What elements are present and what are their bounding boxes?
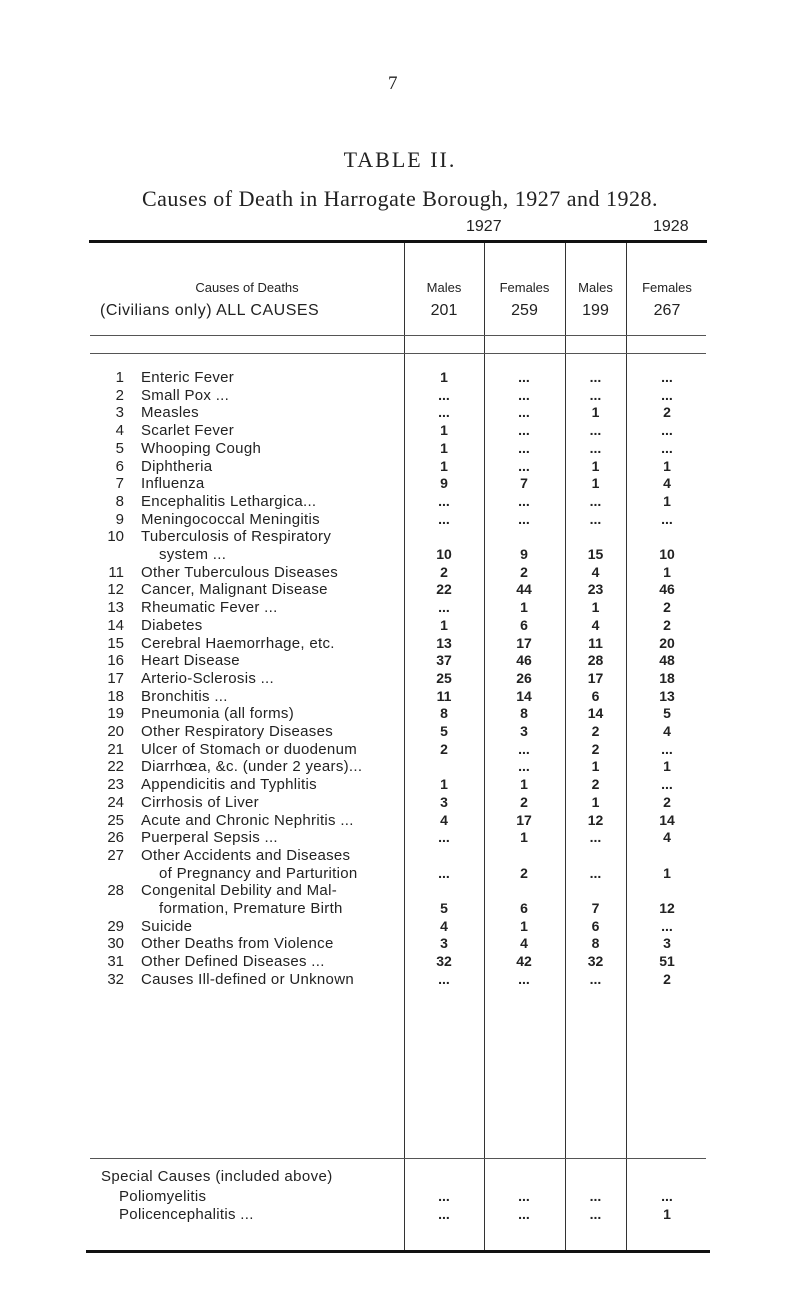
cell-value: 4 [663,475,671,492]
cell-value: 10 [436,546,452,562]
row-number: 17 [107,669,124,687]
cause-label: Tuberculosis of Respiratory [141,528,332,546]
cell-value: 17 [516,634,532,651]
cell-value: 6 [520,900,528,916]
year-1928: 1928 [653,218,689,235]
row-number: 1 [115,369,124,386]
table-row [0,564,800,581]
table-row [0,617,800,634]
row-number: 21 [107,740,124,758]
cell-value: 17 [516,811,532,828]
cell-value: 2 [520,563,528,580]
cause-label: Bronchitis ... [141,687,228,705]
cell-value: 4 [663,829,671,846]
row-number: 23 [107,776,124,794]
cause-label: Acute and Chronic Nephritis ... [141,811,354,829]
cell-value: 2 [663,616,671,633]
cell-value: 2 [520,793,528,810]
all-causes-males-1927: 201 [430,302,458,319]
table-row [0,688,800,705]
cell-value: ... [438,510,450,527]
cell-value: 13 [659,687,675,704]
cell-value: 46 [659,581,675,598]
cause-label: Diarrhœa, &c. (under 2 years)... [141,758,363,776]
cell-value: 14 [587,705,604,722]
cell-value: 3 [663,935,671,952]
row-number: 9 [115,510,124,528]
row-number: 18 [107,687,124,705]
cell-value: 46 [516,652,532,669]
header-males-1927: Males [426,280,462,295]
cell-value: 2 [591,740,600,757]
row-number: 29 [107,917,124,935]
cell-value: ... [518,386,530,403]
cell-value: 17 [587,669,604,686]
cause-label: Other Respiratory Diseases [141,723,334,740]
cell-value: 2 [520,864,528,881]
table-row [0,511,800,528]
cause-label: Other Defined Diseases ... [141,953,325,971]
cause-label: formation, Premature Birth [159,900,343,917]
cell-value: ... [518,492,530,509]
cause-label: Arterio-Sclerosis ... [141,669,274,687]
cell-value: 2 [663,793,671,810]
table-row [0,812,800,829]
cell-value: 1 [663,864,671,881]
cell-value: ... [438,386,450,403]
all-causes-males-1928: 199 [582,302,609,319]
cell-value: 1 [520,829,528,846]
cell-value: 1 [520,776,528,793]
cause-label: Whooping Cough [141,439,262,457]
cell-value: ... [661,369,673,385]
cell-value: ... [661,386,673,403]
table-row [0,652,800,669]
table-row [0,440,800,457]
cell-value: 4 [591,616,600,633]
cell-value: 14 [659,811,675,828]
cause-label: Causes Ill-defined or Unknown [141,970,354,988]
cell-value: ... [589,970,602,987]
header-causes: Causes of Deaths [195,280,299,295]
cell-value: 15 [587,546,604,562]
table-row [0,387,800,404]
table-row [0,758,800,775]
cell-value: 1 [591,599,600,616]
cell-value: ... [438,1188,450,1204]
cell-value: 25 [436,669,452,686]
cell-value: ... [518,457,530,474]
cell-value: 1 [591,475,600,492]
cell-value: 3 [440,935,448,952]
cause-label: Rheumatic Fever ... [141,599,278,617]
cell-value: 18 [659,669,675,686]
cell-value: 6 [591,687,600,704]
cell-value: ... [589,1206,602,1222]
row-number: 32 [107,970,124,988]
cause-label: Other Deaths from Violence [141,935,334,953]
table-subtitle: Causes of Death in Harrogate Borough, 1927 and 1928. [141,186,658,211]
cell-value: ... [438,864,450,881]
cause-label: Cirrhosis of Liver [141,793,259,811]
cause-label: of Pregnancy and Parturition [159,864,358,882]
cell-value: 32 [587,953,604,970]
table-row [0,918,800,935]
year-1927: 1927 [466,218,502,235]
cell-value: ... [661,510,673,527]
all-causes-females-1928: 267 [653,302,681,319]
table-row [0,776,800,793]
cell-value: 2 [663,970,671,987]
row-number: 22 [107,758,124,776]
cell-value: 5 [663,705,671,722]
cell-value: ... [661,917,673,934]
table-row [0,528,800,545]
cell-value: ... [589,386,602,403]
cell-value: 2 [591,723,600,739]
cell-value: ... [518,970,530,987]
row-number: 14 [107,616,124,634]
cause-label: Diabetes [141,616,203,634]
cell-value: 6 [520,616,528,633]
table-row [0,882,800,899]
cell-value: 44 [516,581,532,598]
table-title: TABLE II. [343,147,457,172]
cell-value: ... [589,492,602,509]
row-number: 28 [107,882,124,900]
cell-value: ... [661,740,673,757]
cell-value: ... [661,776,673,793]
cell-value: ... [438,404,450,421]
cell-value: 8 [520,705,528,722]
special-label: Policencephalitis ... [119,1206,254,1223]
cause-label: Other Accidents and Diseases [141,846,351,864]
row-number: 25 [107,811,124,829]
cell-value: 3 [520,723,528,739]
table-row [0,705,800,722]
table-row [0,847,800,864]
cause-label: Cerebral Haemorrhage, etc. [141,634,335,652]
row-number: 19 [107,705,124,723]
row-number: 26 [107,829,124,847]
cell-value: 1 [591,758,600,775]
cell-value: 4 [440,917,448,934]
cell-value: ... [661,1188,673,1204]
cell-value: ... [438,492,450,509]
cell-value: 13 [436,634,452,651]
table-row [0,369,800,386]
row-number: 3 [115,404,124,422]
cell-value: 14 [516,687,532,704]
cause-label: Heart Disease [141,652,240,670]
cell-value: ... [518,740,530,757]
cell-value: 1 [440,439,448,456]
table-row [0,741,800,758]
table-row [0,935,800,952]
cause-label: Pneumonia (all forms) [141,705,295,723]
table-row [0,723,800,740]
cell-value: ... [518,422,530,439]
table-row [0,670,800,687]
cell-value: ... [589,829,602,846]
cell-value: 1 [591,457,600,474]
cell-value: 1 [591,404,600,421]
cell-value: 7 [591,900,600,916]
cell-value: 22 [436,581,452,598]
cell-value: 10 [659,546,675,562]
cell-value: 2 [440,740,448,757]
cell-value: 1 [591,793,600,810]
table-row [0,422,800,439]
cell-value: ... [518,1188,530,1204]
cell-value: 51 [659,953,675,970]
row-number: 7 [115,475,124,493]
cause-label: Puerperal Sepsis ... [141,829,278,847]
cell-value: 4 [520,935,528,952]
row-number: 6 [115,457,124,475]
cell-value: ... [518,510,530,527]
cell-value: ... [438,1206,450,1222]
cell-value: 42 [516,953,532,970]
cause-label: Cancer, Malignant Disease [141,581,328,599]
cell-value: 1 [440,616,448,633]
cell-value: 5 [440,723,448,739]
cell-value: 1 [663,492,671,509]
row-number: 2 [115,386,124,404]
cause-label: Small Pox ... [141,386,230,404]
cause-label: system ... [159,546,227,563]
special-row [0,1188,800,1205]
cause-label: Scarlet Fever [141,422,235,440]
cell-value: 1 [663,758,671,775]
cell-value: 1 [440,776,448,793]
cell-value: 4 [591,563,600,580]
cause-label: Measles [141,404,199,422]
cell-value: 28 [587,652,604,669]
row-number: 15 [107,634,124,652]
row-number: 5 [115,439,124,457]
cell-value: 8 [591,935,600,952]
cell-value: 1 [440,422,448,439]
table-row [0,404,800,421]
cell-value: 1 [440,457,448,474]
cell-value: 2 [663,404,671,421]
header-males-1928: Males [578,280,613,295]
row-number: 13 [107,599,124,617]
cell-value: 9 [440,475,448,492]
table-row [0,599,800,616]
cell-value: 2 [663,599,671,616]
page-number: 7 [388,73,398,94]
cell-value: ... [661,439,673,456]
cell-value: 26 [516,669,532,686]
cell-value: 8 [440,705,448,722]
row-number: 20 [107,723,124,740]
cell-value: 4 [663,723,671,739]
header-females-1928: Females [642,280,692,295]
table-row [0,475,800,492]
all-causes-label: (Civilians only) ALL CAUSES [100,302,320,319]
cell-value: 32 [436,953,452,970]
table-row [0,635,800,652]
cell-value: ... [589,439,602,456]
cell-value: 2 [440,563,448,580]
table-row [0,829,800,846]
cause-label: Diphtheria [141,457,213,475]
cause-label: Enteric Fever [141,369,235,386]
cell-value: ... [518,758,530,775]
cell-value: ... [518,1206,530,1222]
row-number: 31 [107,953,124,971]
cell-value: ... [661,422,673,439]
cell-value: ... [518,369,530,385]
cell-value: ... [589,422,602,439]
cause-label: Encephalitis Lethargica... [141,492,317,510]
table-row [0,865,800,882]
row-number: 12 [107,581,124,599]
cell-value: ... [589,864,602,881]
cell-value: ... [589,1188,602,1204]
cell-value: 12 [659,900,675,916]
cell-value: 48 [659,652,675,669]
special-row [0,1206,800,1223]
table-row [0,458,800,475]
row-number: 30 [107,935,124,953]
table-row [0,971,800,988]
cell-value: 12 [587,811,604,828]
cause-label: Suicide [141,917,193,935]
table-row [0,581,800,598]
cell-value: 37 [436,652,452,669]
row-number: 4 [115,422,124,440]
cell-value: 20 [659,634,675,651]
cell-value: 23 [587,581,604,598]
cell-value: 1 [520,599,528,616]
cell-value: ... [438,829,450,846]
cause-label: Influenza [141,475,205,493]
cell-value: 1 [440,369,448,385]
cell-value: 6 [591,917,600,934]
cell-value: ... [438,599,450,616]
cell-value: 2 [591,776,600,793]
cell-value: 11 [436,687,452,704]
table-row [0,546,800,563]
cause-label: Meningococcal Meningitis [141,510,320,528]
cell-value: 9 [520,546,528,562]
cell-value: ... [518,439,530,456]
table-row [0,493,800,510]
cell-value: 3 [440,793,448,810]
cell-value: 1 [663,457,671,474]
row-number: 10 [107,528,124,546]
cell-value: 1 [663,563,671,580]
header-females-1927: Females [499,280,550,295]
cell-value: ... [589,369,602,385]
row-number: 24 [107,793,124,811]
row-number: 8 [115,492,124,510]
cause-label: Congenital Debility and Mal- [141,882,337,900]
row-number: 27 [107,846,124,864]
cause-label: Ulcer of Stomach or duodenum [141,740,358,758]
cause-label: Other Tuberculous Diseases [141,563,339,581]
cell-value: ... [518,404,530,421]
special-label: Poliomyelitis [119,1188,207,1205]
row-number: 16 [107,652,124,670]
row-number: 11 [108,563,124,581]
cell-value: 1 [520,917,528,934]
cause-label: Appendicitis and Typhlitis [141,776,317,794]
table-row [0,900,800,917]
cell-value: 11 [588,634,603,651]
cell-value: ... [438,970,450,987]
table-row [0,953,800,970]
cell-value: 4 [440,811,448,828]
cell-value: 5 [440,900,448,916]
special-causes-heading: Special Causes (included above) [101,1168,333,1185]
all-causes-females-1927: 259 [511,302,538,319]
cell-value: 1 [663,1206,671,1222]
cell-value: ... [589,510,602,527]
cell-value: 7 [520,475,528,492]
table-row [0,794,800,811]
